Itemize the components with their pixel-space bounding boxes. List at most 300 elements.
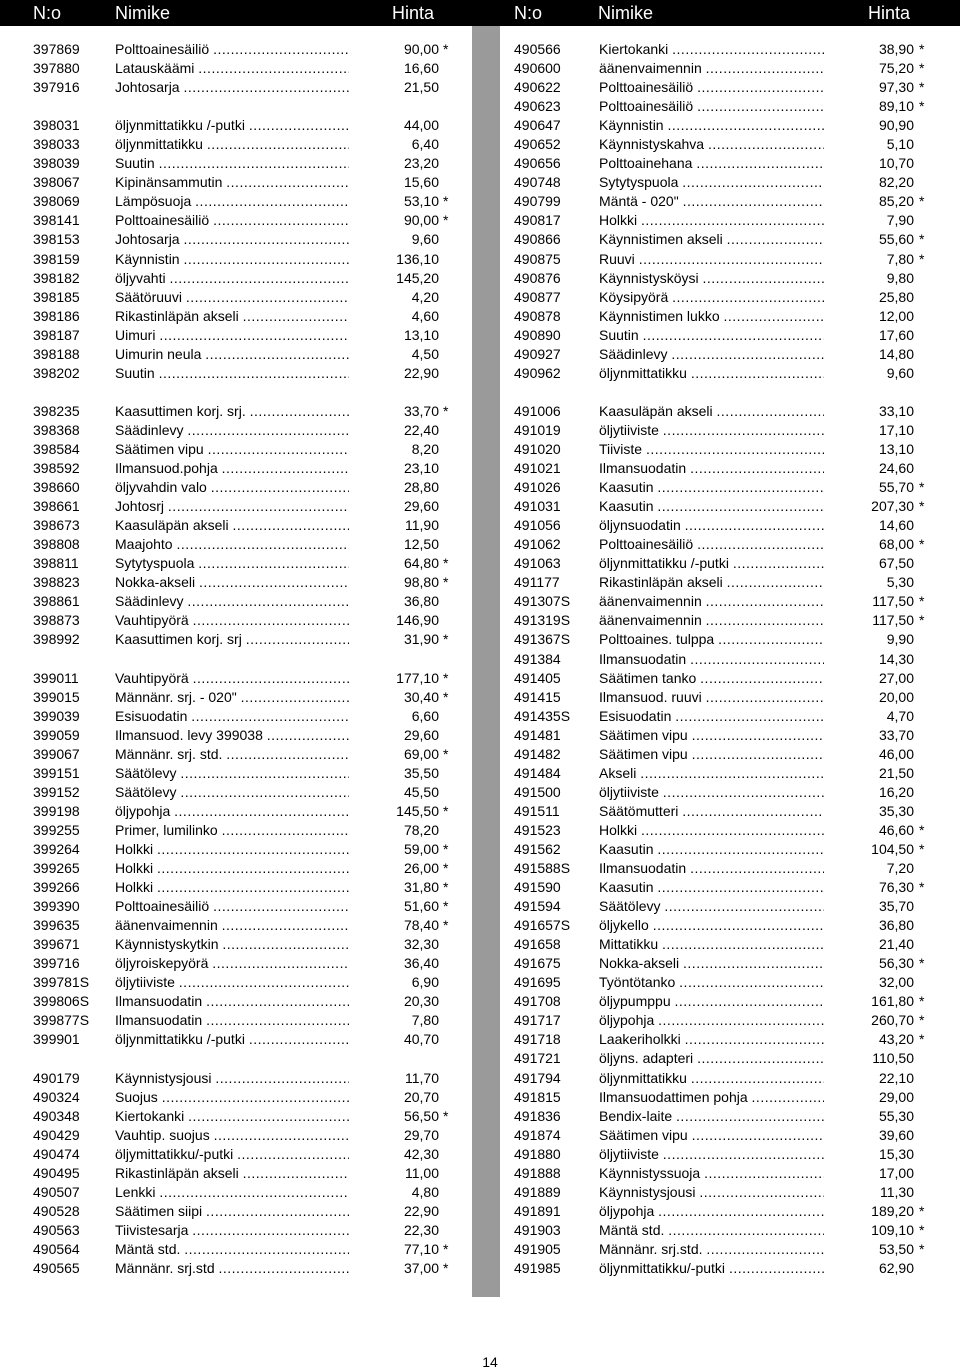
part-name: Holkki ..... <box>599 821 847 840</box>
row-spacer <box>33 1049 473 1068</box>
part-number: 491307S <box>514 593 571 610</box>
part-number: 491815 <box>514 1088 561 1105</box>
table-row <box>33 554 473 573</box>
part-price: 27,00 <box>824 669 914 688</box>
price-marker: * <box>443 917 449 934</box>
table-row <box>33 592 473 611</box>
part-number: 398153 <box>33 231 80 248</box>
part-price: 36,80 <box>824 916 914 935</box>
part-number: 491836 <box>514 1107 561 1124</box>
table-row <box>33 1107 473 1126</box>
part-name: Säätölevy ..... <box>115 764 373 783</box>
part-number: 398067 <box>33 174 80 191</box>
part-price: 29,00 <box>824 1088 914 1107</box>
part-name: Kaasuttimen korj. srj. ..... <box>115 402 373 421</box>
table-row <box>514 1069 954 1088</box>
part-price: 33,70 <box>349 402 439 421</box>
column-divider <box>472 26 500 1297</box>
part-price: 21,50 <box>824 764 914 783</box>
part-price: 37,00 <box>349 1259 439 1278</box>
part-price: 9,60 <box>824 364 914 383</box>
table-row <box>33 1221 473 1240</box>
part-number: 491511 <box>514 802 560 819</box>
part-price: 7,80 <box>349 1011 439 1030</box>
part-name: Kaasuläpän akseli ..... <box>599 402 847 421</box>
part-number: 398823 <box>33 574 80 591</box>
part-price: 21,40 <box>824 935 914 954</box>
part-price: 40,70 <box>349 1030 439 1049</box>
table-row <box>33 669 473 688</box>
part-price: 9,90 <box>824 630 914 649</box>
part-price: 22,90 <box>349 1202 439 1221</box>
part-name: Sytytyspuola ..... <box>599 173 847 192</box>
part-number: 398202 <box>33 364 80 381</box>
part-price: 24,60 <box>824 459 914 478</box>
part-number: 399781S <box>33 974 90 991</box>
part-number: 490565 <box>33 1260 80 1276</box>
part-number: 491889 <box>514 1183 561 1200</box>
part-name: Holkki ..... <box>599 211 847 230</box>
price-marker: * <box>443 898 449 915</box>
part-price: 14,80 <box>824 345 914 364</box>
part-number: 490564 <box>33 1240 80 1257</box>
part-number: 490817 <box>514 212 561 229</box>
table-row <box>33 973 473 992</box>
table-row <box>33 173 473 192</box>
part-number: 491874 <box>514 1126 561 1143</box>
part-name: äänenvaimennin ..... <box>599 592 847 611</box>
table-row <box>514 802 954 821</box>
part-price: 39,60 <box>824 1126 914 1145</box>
part-price: 11,30 <box>824 1183 914 1202</box>
table-row <box>33 1240 473 1259</box>
part-price: 7,80 <box>824 250 914 269</box>
part-name: Kiertokanki ..... <box>115 1107 373 1126</box>
table-row <box>514 650 954 669</box>
part-name: öljyns. adapteri ..... <box>599 1049 847 1068</box>
table-row <box>514 516 954 535</box>
table-row <box>514 630 954 649</box>
part-name: Suutin ..... <box>115 364 373 383</box>
price-marker: * <box>443 840 449 857</box>
part-number: 490878 <box>514 307 561 324</box>
part-name: Ilmansuodatin ..... <box>599 650 847 669</box>
part-number: 491880 <box>514 1145 561 1162</box>
part-name: Ilmansuod. levy 399038 ..... <box>115 726 373 745</box>
part-name: Polttoainehana ..... <box>599 154 847 173</box>
row-spacer <box>33 383 473 402</box>
part-price: 16,20 <box>824 783 914 802</box>
part-price: 53,50 <box>824 1240 914 1259</box>
table-row <box>514 97 954 116</box>
part-number: 491721 <box>514 1050 561 1067</box>
part-price: 17,00 <box>824 1164 914 1183</box>
table-row <box>514 364 954 383</box>
price-marker: * <box>919 479 925 496</box>
part-name: Säätimen siipi ..... <box>115 1202 373 1221</box>
part-name: Käynnistimen akseli ..... <box>599 230 847 249</box>
table-row <box>33 726 473 745</box>
part-price: 13,10 <box>824 440 914 459</box>
table-row <box>33 78 473 97</box>
part-number: 490495 <box>33 1164 80 1181</box>
part-name: öljynsuodatin ..... <box>599 516 847 535</box>
part-number: 490600 <box>514 60 561 77</box>
part-number: 491415 <box>514 688 561 705</box>
part-name: öljytiiviste ..... <box>599 783 847 802</box>
part-name: Ilmansuodattimen pohja ..... <box>599 1088 847 1107</box>
part-name: Ruuvi ..... <box>599 250 847 269</box>
table-row <box>33 764 473 783</box>
part-price: 4,70 <box>824 707 914 726</box>
part-price: 32,00 <box>824 973 914 992</box>
table-row <box>514 307 954 326</box>
part-number: 398368 <box>33 421 80 438</box>
table-row <box>514 250 954 269</box>
price-marker: * <box>443 669 449 686</box>
part-price: 11,90 <box>349 516 439 535</box>
part-price: 90,00 <box>349 211 439 230</box>
part-price: 110,50 <box>824 1049 914 1068</box>
price-marker: * <box>919 955 925 972</box>
table-row <box>514 1183 954 1202</box>
table-row <box>33 840 473 859</box>
part-number: 399255 <box>33 821 80 838</box>
table-row <box>33 1145 473 1164</box>
part-name: Lenkki ..... <box>115 1183 373 1202</box>
table-row <box>33 269 473 288</box>
part-number: 398873 <box>33 612 80 629</box>
part-name: öljynmittatikku/-putki ..... <box>599 1259 847 1278</box>
part-price: 31,80 <box>349 878 439 897</box>
part-number: 490656 <box>514 155 561 172</box>
part-number: 490652 <box>514 136 561 153</box>
part-number: 490566 <box>514 41 561 57</box>
part-name: Suutin ..... <box>115 154 373 173</box>
table-row <box>33 1069 473 1088</box>
part-name: öljytiiviste ..... <box>599 1145 847 1164</box>
table-row <box>514 40 954 59</box>
price-marker: * <box>443 860 449 877</box>
table-row <box>514 59 954 78</box>
part-number: 491903 <box>514 1221 561 1238</box>
part-number: 491319S <box>514 612 571 629</box>
part-price: 20,00 <box>824 688 914 707</box>
price-marker: * <box>443 631 449 648</box>
part-name: Säätimen vipu ..... <box>599 745 847 764</box>
part-price: 5,30 <box>824 573 914 592</box>
part-number: 490623 <box>514 98 561 115</box>
price-marker: * <box>443 402 449 419</box>
header-price-left: Hinta <box>392 3 435 23</box>
part-name: Uimuri ..... <box>115 326 373 345</box>
part-name: öljynmittatikku ..... <box>115 135 373 154</box>
table-row <box>514 840 954 859</box>
part-number: 491482 <box>514 745 561 762</box>
header-name-right: Nimike <box>598 3 654 23</box>
part-number: 491523 <box>514 821 561 838</box>
table-row <box>33 935 473 954</box>
table-row <box>33 440 473 459</box>
price-marker: * <box>919 536 925 553</box>
table-row <box>514 192 954 211</box>
part-name: Käynnistin ..... <box>599 116 847 135</box>
part-name: äänenvaimennin ..... <box>115 916 373 935</box>
part-name: Polttoainesäiliö ..... <box>599 78 847 97</box>
part-number: 491026 <box>514 479 561 496</box>
part-number: 491020 <box>514 440 561 457</box>
part-name: öljynmittatikku ..... <box>599 364 847 383</box>
part-name: Kaasuttimen korj. srj ..... <box>115 630 373 649</box>
part-price: 46,00 <box>824 745 914 764</box>
part-price: 82,20 <box>824 173 914 192</box>
table-row <box>514 154 954 173</box>
part-name: Säätimen vipu ..... <box>599 726 847 745</box>
part-price: 89,10 <box>824 97 914 116</box>
part-number: 399390 <box>33 898 80 915</box>
part-price: 69,00 <box>349 745 439 764</box>
part-price: 29,70 <box>349 1126 439 1145</box>
part-price: 7,90 <box>824 211 914 230</box>
part-name: Säätimen vipu ..... <box>599 1126 847 1145</box>
part-price: 90,00 <box>349 40 439 59</box>
table-row <box>514 211 954 230</box>
table-row <box>33 688 473 707</box>
part-price: 36,40 <box>349 954 439 973</box>
table-row <box>33 192 473 211</box>
part-name: äänenvaimennin ..... <box>599 611 847 630</box>
part-price: 29,60 <box>349 726 439 745</box>
table-row <box>33 478 473 497</box>
part-name: Mäntä std. ..... <box>599 1221 847 1240</box>
part-name: Käynnistin ..... <box>115 250 373 269</box>
part-number: 491019 <box>514 421 561 438</box>
table-row <box>514 1011 954 1030</box>
part-price: 17,60 <box>824 326 914 345</box>
part-price: 12,50 <box>349 535 439 554</box>
price-marker: * <box>443 688 449 705</box>
table-row <box>514 1126 954 1145</box>
part-number: 398182 <box>33 269 80 286</box>
table-row <box>514 554 954 573</box>
price-marker: * <box>919 993 925 1010</box>
part-price: 7,20 <box>824 859 914 878</box>
table-row <box>514 1202 954 1221</box>
part-number: 398185 <box>33 288 80 305</box>
part-number: 491405 <box>514 669 561 686</box>
part-name: Säätimen tanko ..... <box>599 669 847 688</box>
table-row <box>514 592 954 611</box>
part-name: Tiiviste ..... <box>599 440 847 459</box>
part-number: 491588S <box>514 860 571 877</box>
part-price: 62,90 <box>824 1259 914 1278</box>
part-number: 491905 <box>514 1240 561 1257</box>
table-row <box>514 478 954 497</box>
part-price: 4,20 <box>349 288 439 307</box>
table-row <box>514 116 954 135</box>
part-number: 490507 <box>33 1183 80 1200</box>
part-number: 491590 <box>514 879 561 896</box>
part-name: Suutin ..... <box>599 326 847 345</box>
part-number: 399806S <box>33 993 90 1010</box>
table-row <box>514 573 954 592</box>
table-row <box>33 954 473 973</box>
part-price: 28,80 <box>349 478 439 497</box>
part-price: 136,10 <box>349 250 439 269</box>
part-number: 399265 <box>33 860 80 877</box>
part-number: 398660 <box>33 479 80 496</box>
table-row <box>33 154 473 173</box>
part-name: Säädinlevy ..... <box>115 592 373 611</box>
part-price: 22,10 <box>824 1069 914 1088</box>
part-number: 491056 <box>514 517 561 534</box>
part-number: 491985 <box>514 1260 561 1276</box>
table-row <box>514 783 954 802</box>
part-name: Nokka-akseli ..... <box>115 573 373 592</box>
table-row <box>514 135 954 154</box>
part-name: Vauhtip. suojus ..... <box>115 1126 373 1145</box>
part-name: Männänr. srj.std ..... <box>115 1259 373 1278</box>
table-row <box>514 1164 954 1183</box>
part-name: öljynmittatikku ..... <box>599 1069 847 1088</box>
part-number: 491481 <box>514 726 561 743</box>
table-row <box>514 173 954 192</box>
part-number: 491500 <box>514 783 561 800</box>
part-price: 36,80 <box>349 592 439 611</box>
part-price: 51,60 <box>349 897 439 916</box>
part-price: 77,10 <box>349 1240 439 1259</box>
part-name: Johtosarja ..... <box>115 78 373 97</box>
part-name: Polttoainesäiliö ..... <box>115 897 373 916</box>
part-price: 6,60 <box>349 707 439 726</box>
table-row <box>33 897 473 916</box>
part-number: 398033 <box>33 136 80 153</box>
part-name: öljynmittatikku /-putki ..... <box>115 1030 373 1049</box>
table-row <box>514 78 954 97</box>
part-name: äänenvaimennin ..... <box>599 59 847 78</box>
part-number: 398039 <box>33 155 80 172</box>
part-number: 491657S <box>514 917 571 934</box>
table-row <box>33 1259 473 1278</box>
table-row <box>514 1088 954 1107</box>
part-name: Kaasutin ..... <box>599 478 847 497</box>
part-price: 68,00 <box>824 535 914 554</box>
price-marker: * <box>919 840 925 857</box>
table-row <box>514 954 954 973</box>
part-number: 490429 <box>33 1126 80 1143</box>
part-price: 14,60 <box>824 516 914 535</box>
part-price: 161,80 <box>824 992 914 1011</box>
part-price: 9,80 <box>824 269 914 288</box>
part-number: 399059 <box>33 726 80 743</box>
part-name: Männänr. srj. - 020" ..... <box>115 688 373 707</box>
part-number: 397880 <box>33 60 80 77</box>
part-price: 4,80 <box>349 1183 439 1202</box>
part-price: 29,60 <box>349 497 439 516</box>
table-row <box>33 821 473 840</box>
part-price: 4,60 <box>349 307 439 326</box>
price-marker: * <box>919 879 925 896</box>
part-name: Uimurin neula ..... <box>115 345 373 364</box>
part-price: 17,10 <box>824 421 914 440</box>
part-name: Säädinlevy ..... <box>115 421 373 440</box>
part-price: 11,00 <box>349 1164 439 1183</box>
table-row <box>33 421 473 440</box>
part-price: 4,50 <box>349 345 439 364</box>
table-row <box>33 40 473 59</box>
part-number: 491031 <box>514 498 561 515</box>
part-number: 398673 <box>33 517 80 534</box>
part-price: 30,40 <box>349 688 439 707</box>
part-name: Bendix-laite ..... <box>599 1107 847 1126</box>
table-row <box>514 326 954 345</box>
table-row <box>514 916 954 935</box>
part-price: 98,80 <box>349 573 439 592</box>
table-row <box>514 745 954 764</box>
price-marker: * <box>919 821 925 838</box>
part-name: Vauhtipyörä ..... <box>115 611 373 630</box>
part-price: 97,30 <box>824 78 914 97</box>
part-price: 55,60 <box>824 230 914 249</box>
part-number: 398187 <box>33 326 80 343</box>
price-marker: * <box>443 879 449 896</box>
part-number: 491717 <box>514 1012 561 1029</box>
part-price: 23,10 <box>349 459 439 478</box>
part-name: öljypumppu ..... <box>599 992 847 1011</box>
part-name: Käynnistyssuoja ..... <box>599 1164 847 1183</box>
header-price-right: Hinta <box>868 3 911 23</box>
part-price: 38,90 <box>824 40 914 59</box>
part-price: 56,30 <box>824 954 914 973</box>
page-number: 14 <box>482 1354 498 1370</box>
part-number: 490348 <box>33 1107 80 1124</box>
part-price: 35,70 <box>824 897 914 916</box>
part-price: 189,20 <box>824 1202 914 1221</box>
price-marker: * <box>443 1107 449 1124</box>
part-number: 490877 <box>514 288 561 305</box>
part-price: 31,90 <box>349 630 439 649</box>
table-row <box>514 1030 954 1049</box>
part-name: öljynmittatikku /-putki ..... <box>599 554 847 573</box>
table-row <box>33 1183 473 1202</box>
table-row <box>33 611 473 630</box>
part-price: 12,00 <box>824 307 914 326</box>
header-no-left: N:o <box>33 3 62 23</box>
table-row <box>33 497 473 516</box>
part-number: 491888 <box>514 1164 561 1181</box>
table-row <box>514 402 954 421</box>
part-number: 491021 <box>514 460 561 477</box>
price-marker: * <box>919 231 925 248</box>
part-price: 6,90 <box>349 973 439 992</box>
table-row <box>514 821 954 840</box>
price-marker: * <box>919 41 925 57</box>
table-row <box>514 1240 954 1259</box>
part-price: 16,60 <box>349 59 439 78</box>
part-name: Käynnistysjousi ..... <box>115 1069 373 1088</box>
part-price: 5,10 <box>824 135 914 154</box>
part-name: Säätimen vipu ..... <box>115 440 373 459</box>
part-price: 260,70 <box>824 1011 914 1030</box>
part-price: 26,00 <box>349 859 439 878</box>
part-price: 45,50 <box>349 783 439 802</box>
part-number: 490748 <box>514 174 561 191</box>
table-row <box>514 669 954 688</box>
part-price: 11,70 <box>349 1069 439 1088</box>
table-row <box>514 230 954 249</box>
part-price: 207,30 <box>824 497 914 516</box>
part-name: Holkki ..... <box>115 840 373 859</box>
